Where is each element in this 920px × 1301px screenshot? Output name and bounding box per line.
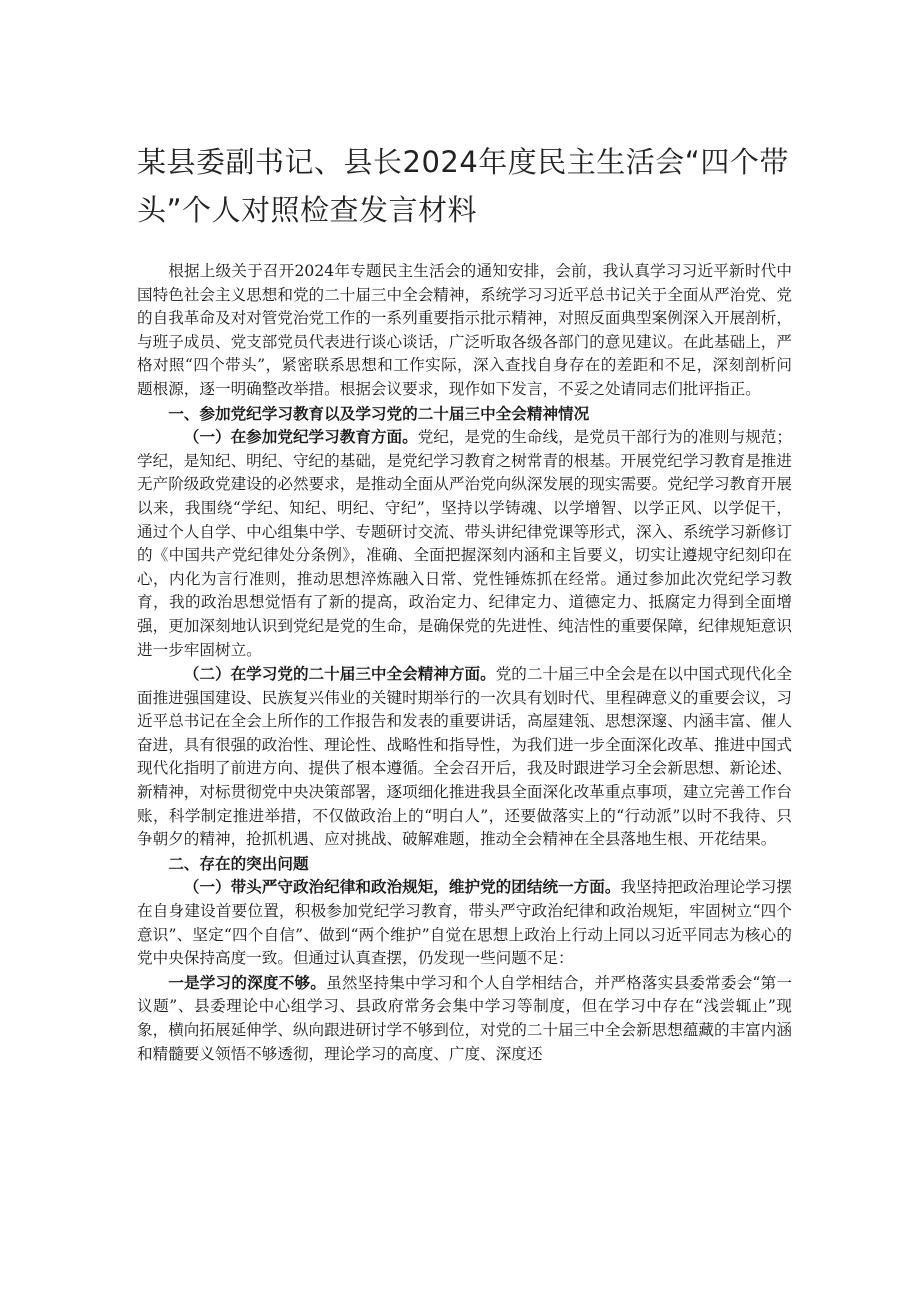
section1-item1-paragraph (137, 425, 792, 662)
section2-point1-text: 虽然坚持集中学习和个人自学相结合，并严格落实县委常委会“第一议题”、县委理论中心组学习、县政府常务会集中学习等制度，但在学习中存在“浅尝辄止”现象，横向拓展延伸学、纵向跟进研讨学不够到位，对党的二十届三中全会新思想蕴藏的丰富内涵和精髓要义领悟不够透彻，理论学习的高度、广度、深度还 (137, 973, 792, 1063)
section2-heading: 二、存在的突出问题 (168, 853, 309, 873)
section1-item1-text: 党纪，是党的生命线，是党员干部行为的准则与规范；学纪，是知纪、明纪、守纪的基础，是党纪学习教育之树常青的根基。开展党纪学习教育是推进无产阶级政党建设的必然要求，是推动全面从严治党向纵深发展的现实需要。党纪学习教育开展以来，我围绕“学纪、知纪、明纪、守纪”，坚持以学铸魂、以学增智、以学正风、以学促干，通过个人自学、中心组集中学、专题研讨交流、带头讲纪律党课等形式，深入、系统学习新修订的《中国共产党纪律处分条例》，准确、全面把握深刻内涵和主旨要义，切实让遵规守纪刻印在心，内化为言行准则，推动思想淬炼融入日常、党性锤炼抓在经常。通过参加此次党纪学习教育，我的政治思想觉悟有了新的提高，政治定力、纪律定力、道德定力、抵腐定力得到全面增强，更加深刻地认识到党纪是党的生命，是确保党的先进性、纯洁性的重要保障，纪律规矩意识进一步牢固树立。 (137, 428, 792, 659)
section2-item1-paragraph (137, 875, 792, 970)
section2-point1-lead: 一是学习的深度不够。 (168, 972, 327, 992)
intro-paragraph: 根据上级关于召开2024年专题民主生活会的通知安排，会前，我认真学习习近平新时代中国特色社会主义思想和党的二十届三中全会精神，系统学习习近平总书记关于全面从严治党、党的自我革命及对对管党治党工作的一系列重要指示批示精神，对照反面典型案例深入开展剖析，与班子成员、党支部党员代表进行谈心谈话，广泛听取各级各部门的意见建议。在此基础上，严格对照“四个带头”，紧密联系思想和工作实际，深入查找自身存在的差距和不足，深刻剖析问题根源，逐一明确整改举措。根据会议要求，现作如下发言，不妥之处请同志们批评指正。 (137, 262, 792, 398)
section2-point1-paragraph (137, 971, 792, 1066)
document-page (137, 138, 792, 1066)
section1-item2-text: 党的二十届三中全会是在以中国式现代化全面推进强国建设、民族复兴伟业的关键时期举行的一次具有划时代、里程碑意义的重要会议，习近平总书记在全会上所作的工作报告和发表的重要讲话，高屋建瓴、思想深邃、内涵丰富、催人奋进，具有很强的政治性、理论性、战略性和指导性，为我们进一步全面深化改革、推进中国式现代化指明了前进方向、提供了根本遵循。全会召开后，我及时跟进学习全会新思想、新论述、新精神，对标贯彻党中央决策部署，逐项细化推进我县全面深化改革重点事项，建立完善工作台账，科学制定推进举措，不仅做政治上的“明白人”，还要做落实上的“行动派”以时不我待、只争朝夕的精神，抢抓机遇、应对挑战、破解难题，推动全会精神在全县落地生根、开花结果。 (137, 665, 792, 849)
section1-heading: 一、参加党纪学习教育以及学习党的二十届三中全会精神情况 (168, 403, 590, 423)
section2-item1-lead: （一）带头严守政治纪律和政治规矩，维护党的团结统一方面。 (183, 877, 621, 897)
section1-item2-lead: （二）在学习党的二十届三中全会精神方面。 (183, 664, 496, 684)
section1-item1-lead: （一）在参加党纪学习教育方面。 (183, 427, 418, 447)
document-title: 某县委副书记、县长2024年度民主生活会“四个带头”个人对照检查发言材料 (137, 145, 789, 227)
section1-item2-paragraph (137, 662, 792, 852)
section2-item1-text: 我坚持把政治理论学习摆在自身建设首要位置，积极参加党纪学习教育，带头严守政治纪律和政治规矩，牢固树立“四个意识”、坚定“四个自信”、做到“两个维护”自觉在思想上政治上行动上同以习近平同志为核心的党中央保持高度一致。但通过认真查摆，仍发现一些问题不足： (137, 878, 792, 968)
